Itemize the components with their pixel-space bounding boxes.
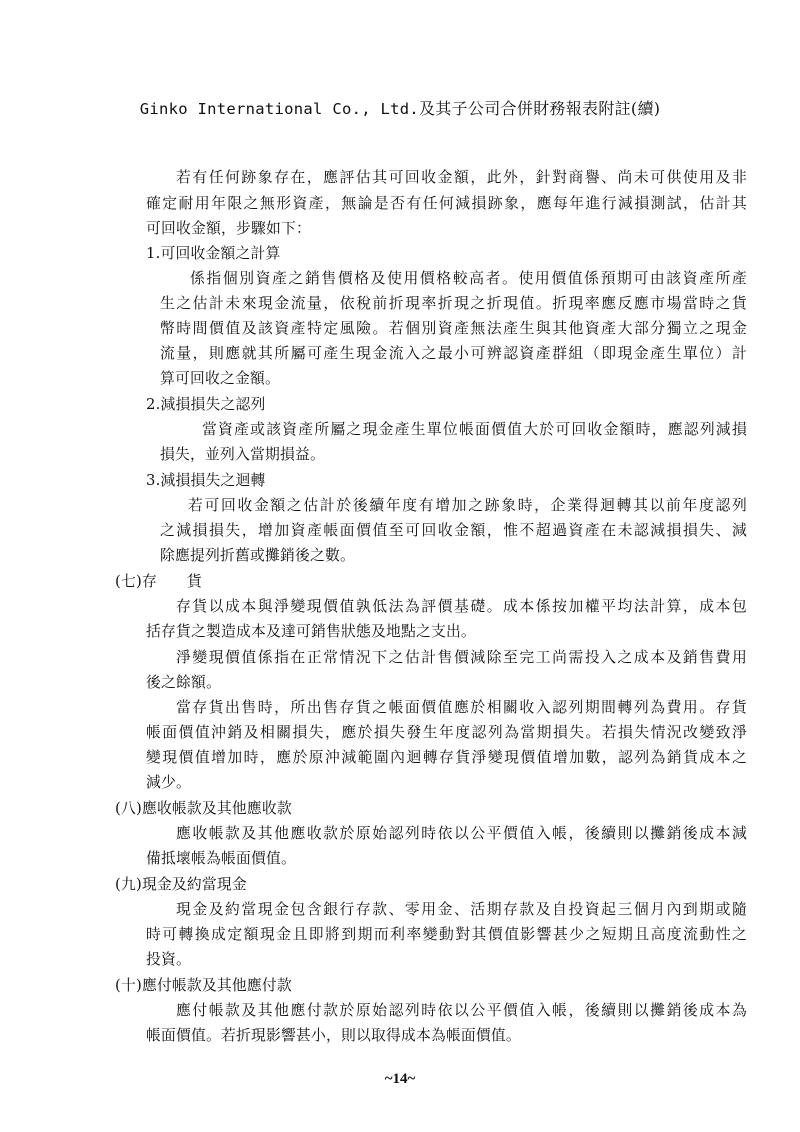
intro-line-2: 確定耐用年限之無形資產，無論是否有任何減損跡象，應每年進行減損測試，估計其 <box>146 195 747 212</box>
section-7-title-b: 貨 <box>186 573 202 590</box>
section-8-heading: (八)應收帳款及其他應收款 <box>115 800 292 817</box>
step-1-line-1: 係指個別資產之銷售價格及使用價格較高者。使用價值係預期可由該資產所產 <box>190 270 747 287</box>
section-7-p3-line-4: 減少。 <box>146 774 191 791</box>
section-7-number: (七) <box>115 573 142 590</box>
section-7-p2-line-2: 後之餘額。 <box>146 674 221 691</box>
section-10-line-1: 應付帳款及其他應付款於原始認列時依以公平價值入帳，後續則以攤銷後成本為 <box>176 1002 747 1019</box>
page-title-company: Ginko International Co., Ltd. <box>139 100 420 118</box>
section-10-heading: (十)應付帳款及其他應付款 <box>115 977 292 994</box>
section-7-p1-line-2: 括存貨之製造成本及達可銷售狀態及地點之支出。 <box>146 623 476 640</box>
step-2-line-2: 損失，並列入當期損益。 <box>160 446 325 463</box>
section-9-line-1: 現金及約當現金包含銀行存款、零用金、活期存款及自投資起三個月內到期或隨 <box>176 901 747 918</box>
section-7-p1-line-1: 存貨以成本與淨變現價值孰低法為評價基礎。成本係按加權平均法計算，成本包 <box>176 598 747 615</box>
section-9-line-3: 投資。 <box>146 951 191 968</box>
step-2-line-1: 當資產或該資產所屬之現金產生單位帳面價值大於可回收金額時，應認列減損 <box>202 421 747 438</box>
section-7-p3-line-2: 帳面價值沖銷及相關損失，應於損失發生年度認列為當期損失。若損失情況改變致淨 <box>146 724 747 741</box>
step-3-line-2: 之減損損失，增加資產帳面價值至可回收金額，惟不超過資產在未認減損損失、減 <box>160 522 747 539</box>
step-1-line-5: 算可回收之金額。 <box>160 370 280 387</box>
step-3-line-1: 若可回收金額之估計於後續年度有增加之跡象時，企業得迴轉其以前年度認列 <box>188 497 747 514</box>
step-1-line-4: 流量，則應就其所屬可產生現金流入之最小可辨認資產群組（即現金產生單位）計 <box>160 345 747 362</box>
section-9-line-2: 時可轉換成定額現金且即將到期而利率變動對其價值影響甚少之短期且高度流動性之 <box>146 926 747 943</box>
intro-line-1: 若有任何跡象存在，應評估其可回收金額，此外，針對商譽、尚未可供使用及非 <box>176 169 747 186</box>
step-3-heading: 3.減損損失之迴轉 <box>146 472 266 489</box>
section-8-line-1: 應收帳款及其他應收款於原始認列時依以公平價值入帳，後續則以攤銷後成本減 <box>176 825 747 842</box>
page-title-subject: 及其子公司合併財務報表附註(續) <box>419 99 661 118</box>
section-10-line-2: 帳面價值。若折現影響甚小，則以取得成本為帳面價值。 <box>146 1027 521 1044</box>
page-number: ~14~ <box>384 1071 416 1087</box>
section-9-heading: (九)現金及約當現金 <box>115 876 247 893</box>
step-1-line-2: 生之估計未來現金流量，依稅前折現率折現之折現值。折現率應反應市場當時之貨 <box>160 295 747 312</box>
step-2-heading: 2.減損損失之認列 <box>146 396 266 413</box>
section-7-p3-line-1: 當存貨出售時，所出售存貨之帳面價值應於相關收入認列期間轉列為費用。存貨 <box>176 699 747 716</box>
step-3-line-3: 除應提列折舊或攤銷後之數。 <box>160 547 355 564</box>
page-title <box>0 96 800 119</box>
step-1-heading: 1.可回收金額之計算 <box>146 245 281 262</box>
section-7-heading <box>115 572 202 592</box>
section-7-p2-line-1: 淨變現價值係指在正常情況下之估計售價減除至完工尚需投入之成本及銷售費用 <box>176 649 747 666</box>
section-7-title-a: 存 <box>141 573 157 590</box>
step-1-line-3: 幣時間價值及該資產特定風險。若個別資產無法產生與其他資產大部分獨立之現金 <box>160 320 747 337</box>
section-7-p3-line-3: 變現價值增加時，應於原沖減範圍內迴轉存貨淨變現價值增加數，認列為銷貨成本之 <box>146 749 747 766</box>
section-8-line-2: 備抵壞帳為帳面價值。 <box>146 850 296 867</box>
intro-line-3: 可回收金額，步驟如下： <box>146 220 311 237</box>
